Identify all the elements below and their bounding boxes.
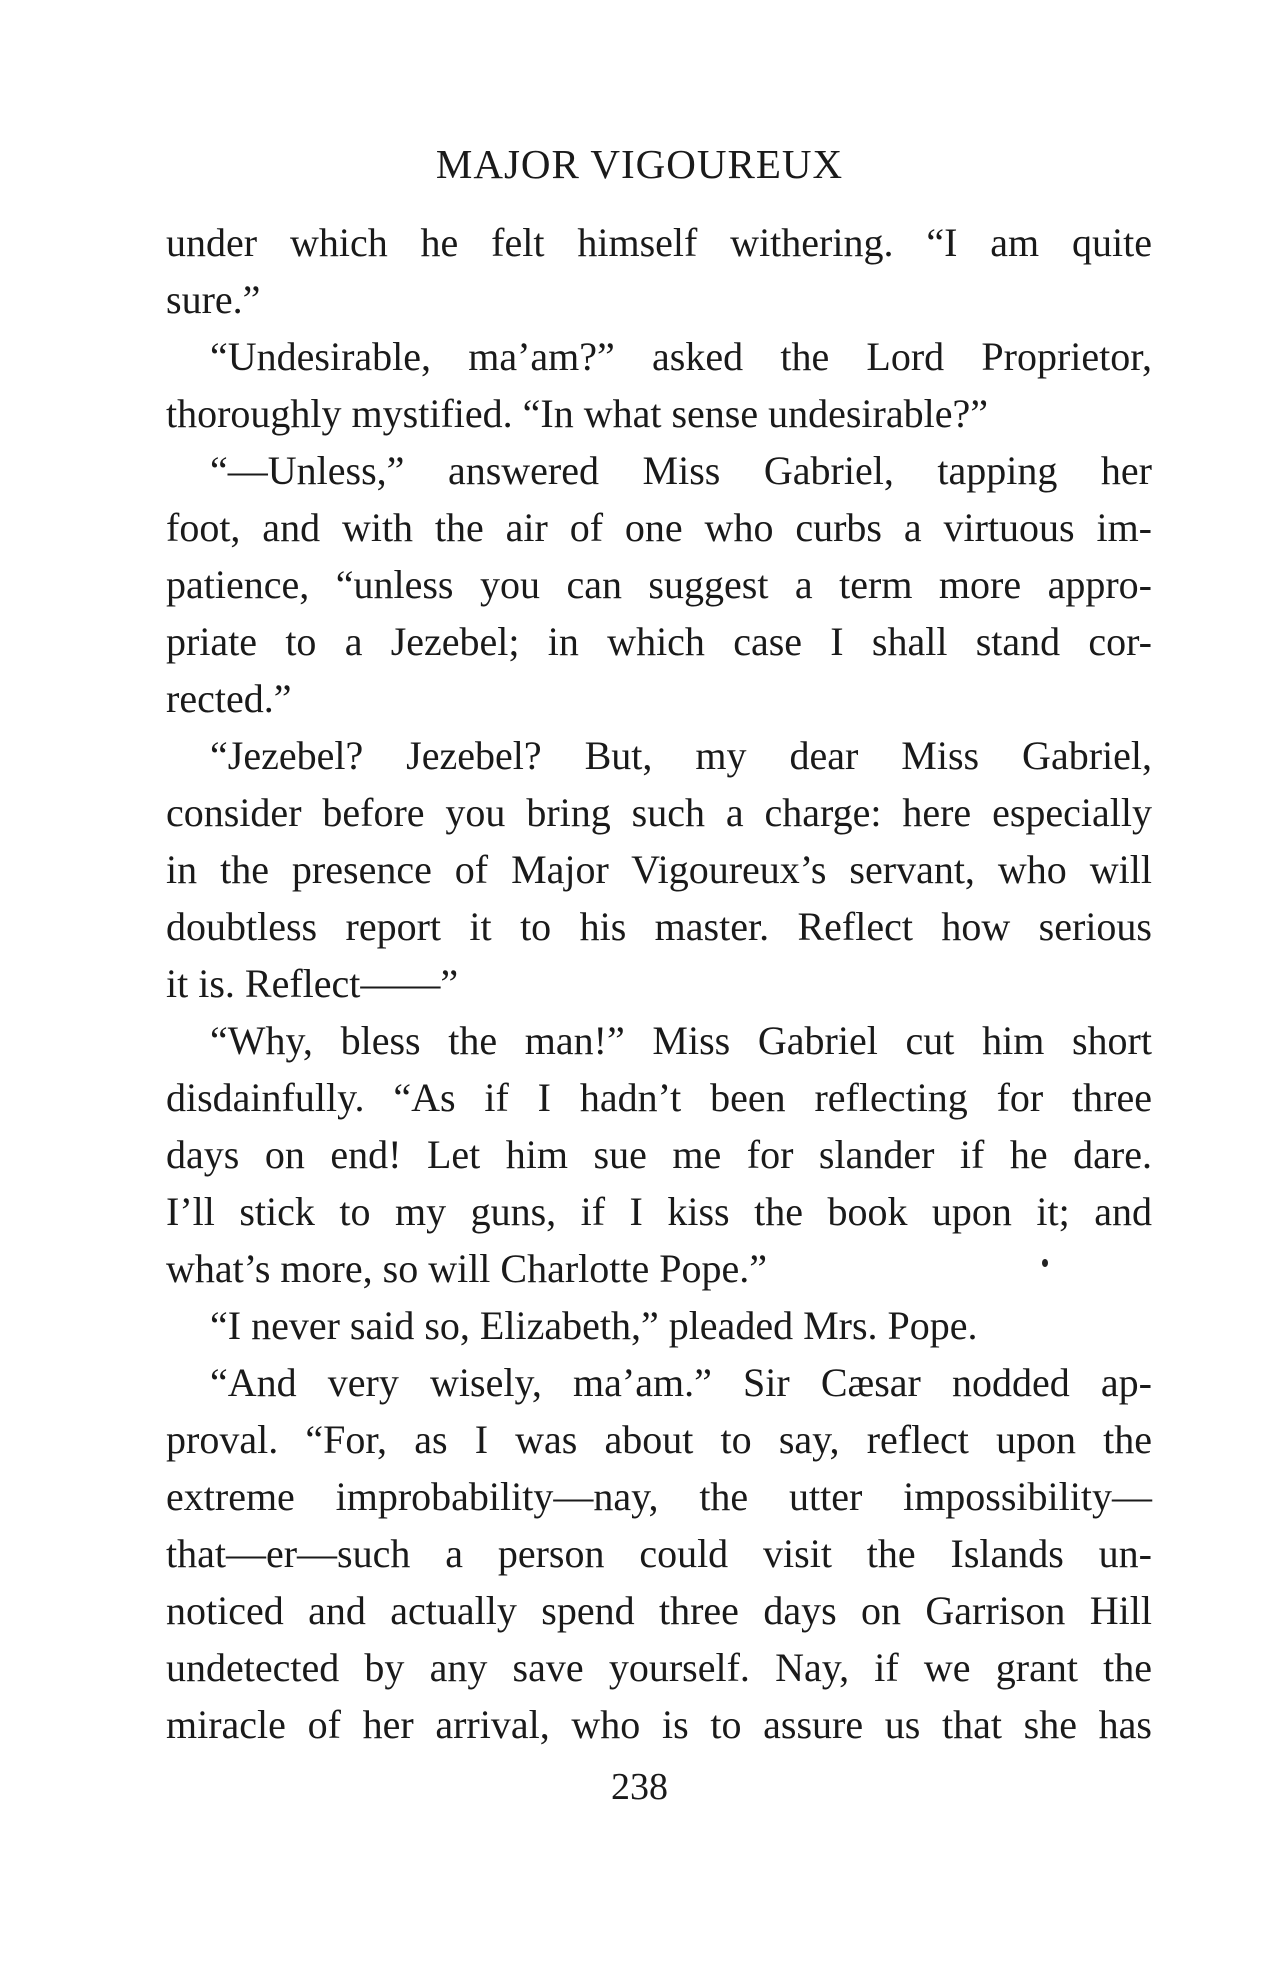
text-line: proval. “For, as I was about to say, reflect upon the	[166, 1417, 1152, 1462]
body-text	[166, 214, 1152, 1753]
text-line: priate to a Jezebel; in which case I shall stand cor-	[166, 619, 1152, 664]
running-head: MAJOR VIGOUREUX	[435, 141, 844, 187]
text-line: that—er—such a person could visit the Islands un-	[166, 1531, 1152, 1576]
text-line: “Why, bless the man!” Miss Gabriel cut him short	[210, 1018, 1152, 1063]
text-line: “—Unless,” answered Miss Gabriel, tapping her	[210, 448, 1152, 493]
text-line: “Jezebel? Jezebel? But, my dear Miss Gabriel,	[210, 733, 1152, 778]
text-line: under which he felt himself withering. “I am quite	[166, 220, 1152, 265]
text-line: “Undesirable, ma’am?” asked the Lord Proprietor,	[210, 334, 1152, 379]
text-line: what’s more, so will Charlotte Pope.”	[166, 1246, 768, 1291]
text-line: patience, “unless you can suggest a term more appro-	[166, 562, 1152, 607]
text-line: I’ll stick to my guns, if I kiss the book upon it; and	[166, 1189, 1152, 1234]
page-number: 238	[611, 1766, 668, 1808]
text-line: sure.”	[166, 277, 261, 322]
text-line: thoroughly mystified. “In what sense undesirable?”	[166, 391, 988, 436]
text-line: in the presence of Major Vigoureux’s servant, who will	[166, 847, 1152, 892]
text-line: doubtless report it to his master. Reflect how serious	[166, 904, 1152, 949]
text-line: “And very wisely, ma’am.” Sir Cæsar nodded ap-	[210, 1360, 1152, 1405]
text-line: disdainfully. “As if I hadn’t been reflecting for three	[166, 1075, 1152, 1120]
text-line: days on end! Let him sue me for slander if he dare.	[166, 1132, 1152, 1177]
text-line: foot, and with the air of one who curbs a virtuous im-	[166, 505, 1152, 550]
text-line: “I never said so, Elizabeth,” pleaded Mrs. Pope.	[210, 1303, 978, 1348]
text-line: undetected by any save yourself. Nay, if we grant the	[166, 1645, 1152, 1690]
text-line: it is. Reflect——”	[166, 961, 459, 1006]
ink-speck	[1042, 1259, 1048, 1267]
text-line: rected.”	[166, 676, 292, 721]
text-line: noticed and actually spend three days on Garrison Hill	[166, 1588, 1152, 1633]
text-line: consider before you bring such a charge: here especially	[166, 790, 1152, 835]
text-line: miracle of her arrival, who is to assure us that she has	[166, 1702, 1152, 1747]
text-line: extreme improbability—nay, the utter impossibility—	[166, 1474, 1152, 1519]
